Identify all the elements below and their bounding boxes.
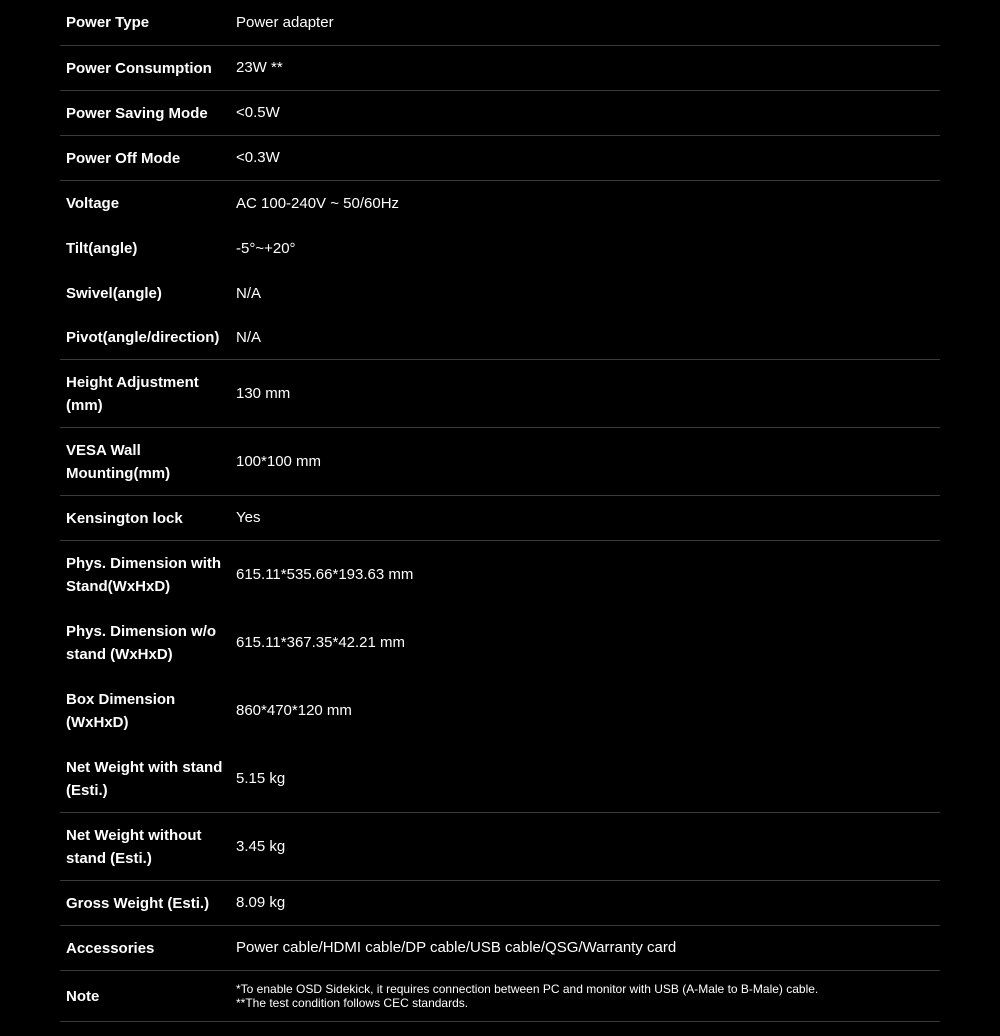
spec-value: 615.11*535.66*193.63 mm — [236, 566, 414, 583]
spec-row-net-weight-no-stand — [60, 813, 940, 881]
spec-label: Kensington lock — [66, 509, 183, 527]
spec-row-vesa — [60, 428, 940, 496]
spec-value: <0.5W — [236, 104, 280, 121]
spec-row-box-dimension — [60, 677, 940, 745]
spec-row-tilt — [60, 226, 940, 271]
spec-label: Net Weight without stand (Esti.) — [66, 826, 202, 867]
spec-value: 3.45 kg — [236, 837, 286, 855]
note-text — [236, 982, 940, 1010]
spec-row-power-type — [60, 0, 940, 46]
spec-row-swivel — [60, 271, 940, 316]
spec-label: Power Consumption — [66, 59, 212, 77]
spec-value: -5°~+20° — [236, 239, 296, 257]
spec-row-power-consumption — [60, 46, 940, 91]
spec-label: Height Adjustment (mm) — [66, 373, 199, 414]
spec-label: Power Saving Mode — [66, 104, 208, 122]
spec-row-power-saving-mode — [60, 91, 940, 136]
spec-label: Swivel(angle) — [66, 285, 162, 302]
note-label: Note — [66, 987, 100, 1005]
spec-value: AC 100-240V ~ 50/60Hz — [236, 194, 400, 212]
spec-row-power-off-mode — [60, 136, 940, 181]
spec-row-accessories — [60, 926, 940, 971]
spec-value: <0.3W — [236, 149, 280, 166]
spec-value: 130 mm — [236, 384, 291, 402]
spec-value: Yes — [236, 509, 261, 526]
spec-value: Power cable/HDMI cable/DP cable/USB cable/QSG/Warranty card — [236, 939, 677, 956]
spec-value: 100*100 mm — [236, 452, 322, 470]
spec-row-gross-weight — [60, 881, 940, 926]
spec-label: Box Dimension (WxHxD) — [66, 691, 176, 731]
spec-row-note — [60, 971, 940, 1022]
spec-row-phys-dimension-no-stand — [60, 609, 940, 677]
spec-label: Accessories — [66, 939, 155, 957]
spec-value: 5.15 kg — [236, 769, 286, 787]
spec-label: Power Type — [66, 14, 150, 31]
spec-row-kensington — [60, 496, 940, 541]
spec-value: Power adapter — [236, 13, 334, 31]
spec-label: Phys. Dimension w/o stand (WxHxD) — [66, 623, 217, 663]
spec-label: Voltage — [66, 195, 120, 212]
spec-label: Net Weight with stand (Esti.) — [66, 758, 223, 799]
spec-label: Phys. Dimension with Stand(WxHxD) — [66, 555, 222, 595]
spec-row-net-weight-stand — [60, 745, 940, 813]
spec-label: Pivot(angle/direction) — [66, 329, 220, 346]
spec-row-height-adjustment — [60, 360, 940, 428]
spec-value: 615.11*367.35*42.21 mm — [236, 634, 406, 651]
spec-table — [60, 0, 940, 1022]
spec-row-voltage — [60, 181, 940, 226]
spec-row-pivot — [60, 316, 940, 360]
spec-value: N/A — [236, 328, 262, 346]
note-line-2: **The test condition follows CEC standards. — [236, 996, 469, 1010]
spec-value: N/A — [236, 284, 262, 302]
spec-label: Power Off Mode — [66, 149, 181, 167]
spec-label: Gross Weight (Esti.) — [66, 894, 210, 912]
spec-value: 860*470*120 mm — [236, 702, 352, 719]
spec-row-phys-dimension-stand — [60, 541, 940, 609]
note-line-1: *To enable OSD Sidekick, it requires connection between PC and monitor with USB (A-Male to B-Male) cable. — [236, 982, 819, 996]
spec-label: Tilt(angle) — [66, 240, 138, 257]
spec-label: VESA Wall Mounting(mm) — [66, 441, 171, 482]
spec-value: 8.09 kg — [236, 894, 286, 911]
spec-value: 23W ** — [236, 59, 283, 76]
